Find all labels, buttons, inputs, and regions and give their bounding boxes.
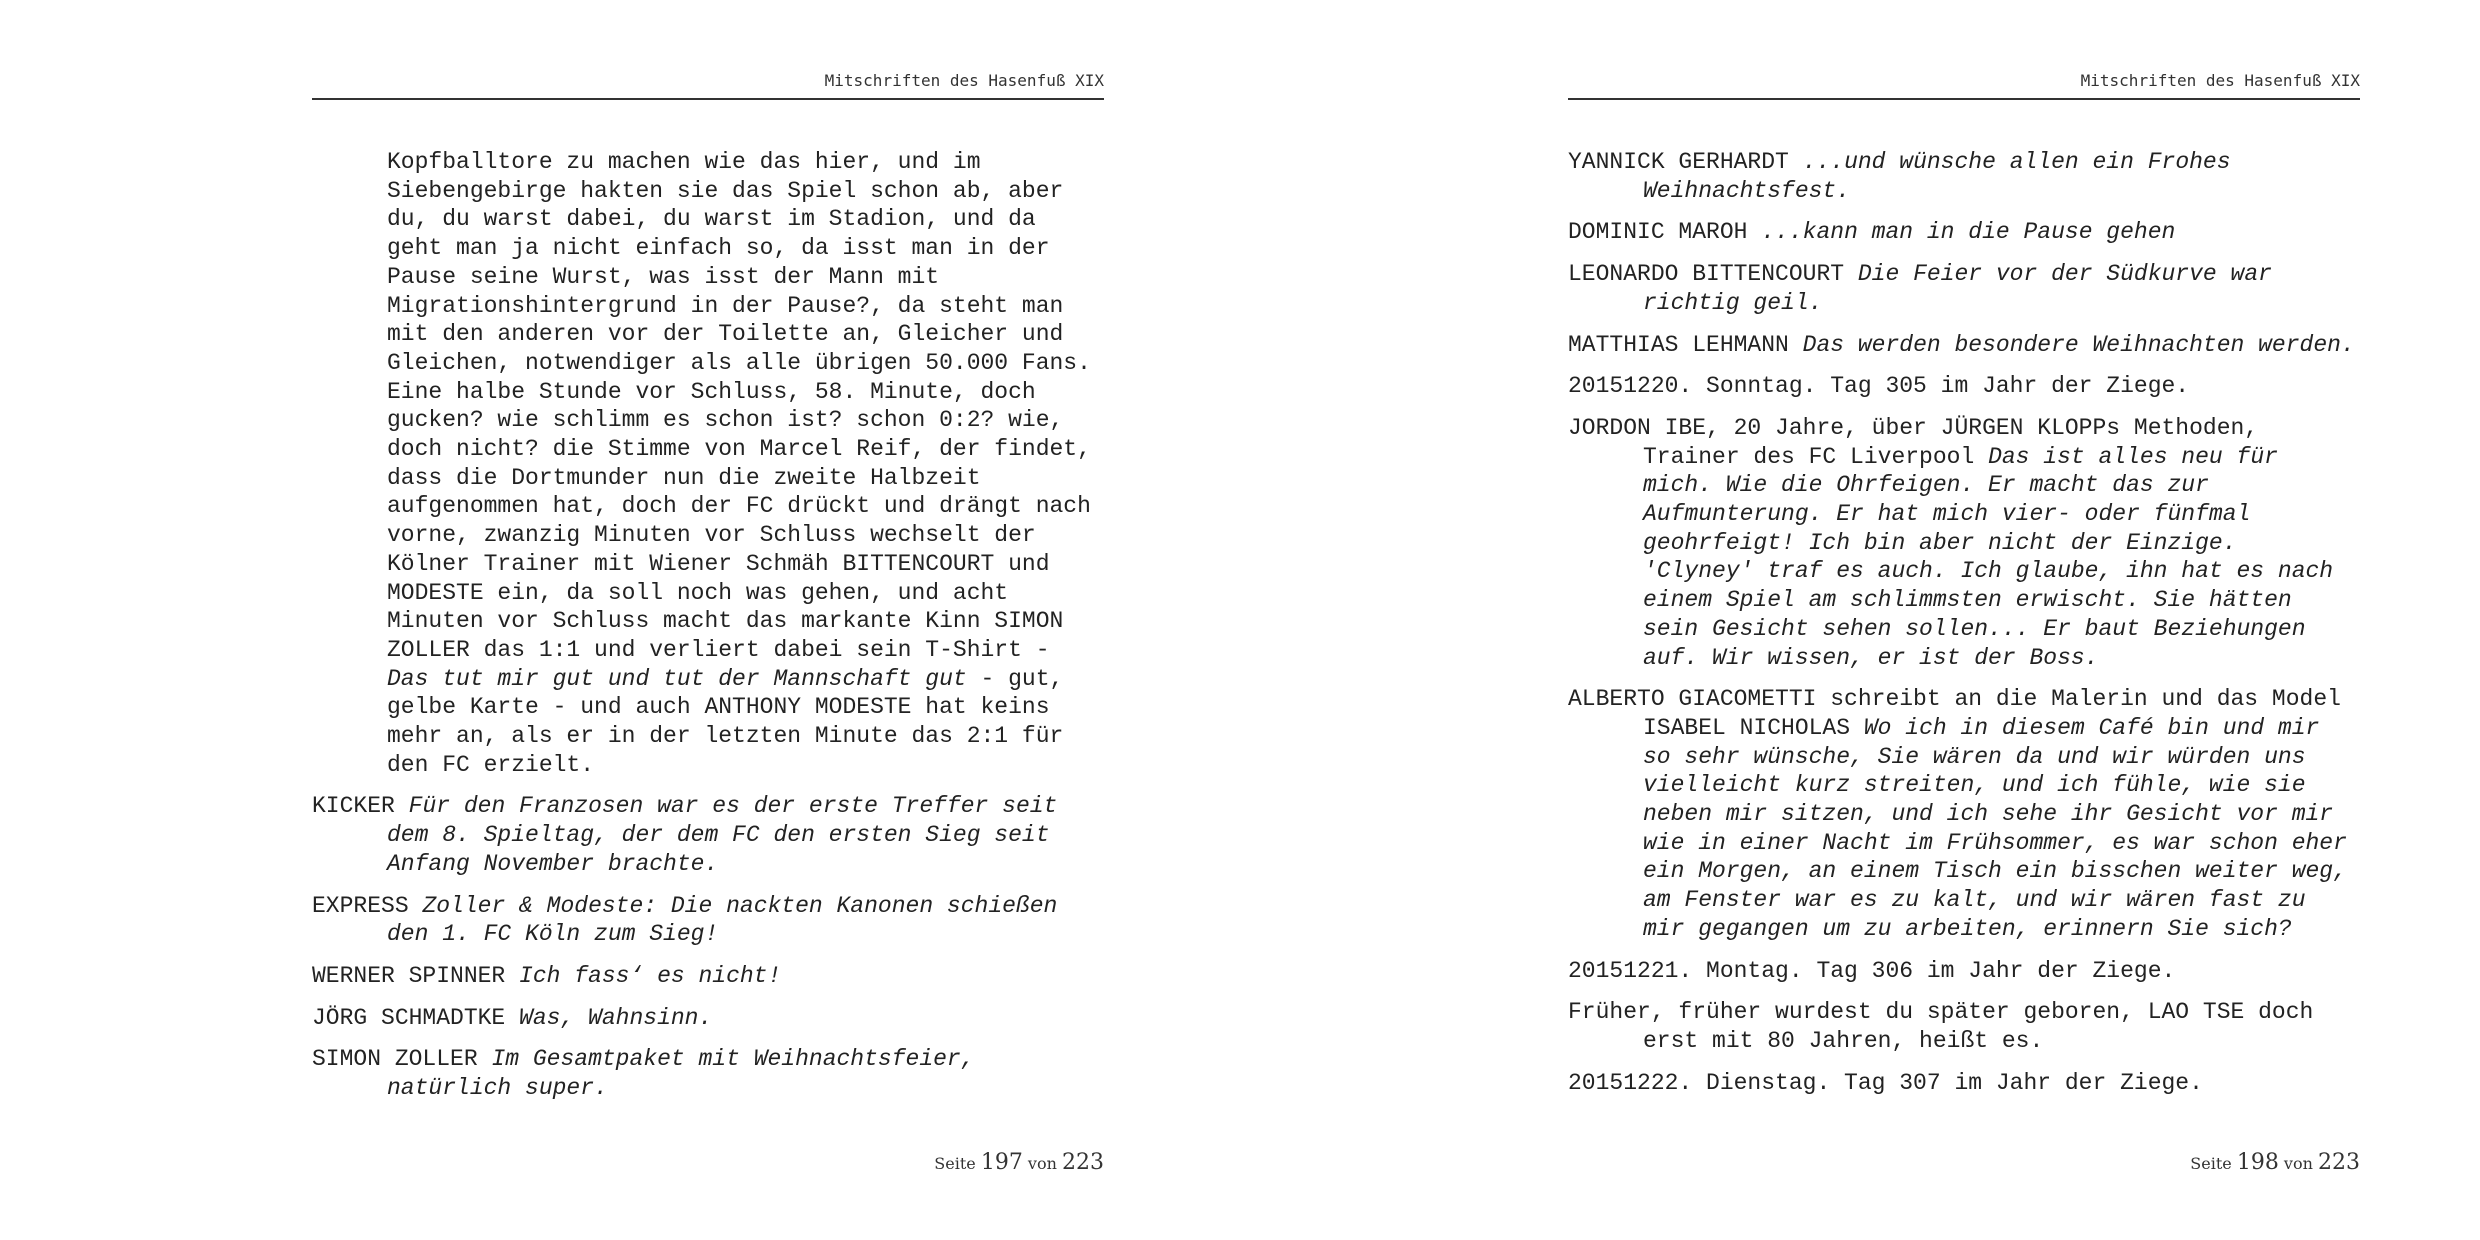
footer-sep: von (1027, 1154, 1057, 1173)
page-footer (1568, 1150, 2360, 1175)
entry-quote: Wo ich in diesem Café bin und mir so sehr wünsche, Sie wären da und wir würden uns vielleicht kurz streiten, und ich fühle, wie sie neben mir sitzen, und ich sehe ihr Gesicht vor mir wie in einer Nacht im Frühsommer, es war schon eher ein Morgen, an einem Tisch ein bisschen weiter weg, am Fenster war es zu kalt, und wir wären fast zu mir gegangen um zu arbeiten, erinnern Sie sich? (1643, 714, 2347, 942)
page-body (1568, 148, 2360, 1110)
entry-quote: Für den Franzosen war es der erste Treffer seit dem 8. Spieltag, der dem FC den ersten Sieg seit Anfang November brachte. (387, 793, 1058, 877)
entry-quote: Im Gesamtpaket mit Weihnachtsfeier, natürlich super. (387, 1046, 975, 1102)
entry-paragraph (1568, 685, 2360, 943)
entry-speaker: 20151221. Montag. Tag 306 im Jahr der Ziege. (1568, 957, 2176, 984)
running-header: Mitschriften des Hasenfuß XIX (312, 72, 1104, 100)
continuation-quote: Das tut mir gut und tut der Mannschaft gut (387, 665, 967, 692)
entry-paragraph (1568, 218, 2360, 247)
entry-speaker: LEONARDO BITTENCOURT (1568, 261, 1845, 288)
entry-quote: Das ist alles neu für mich. Wie die Ohrfeigen. Er macht das zur Aufmunterung. Er hat mich vier- oder fünfmal geohrfeigt! Ich bin aber nicht der Einzige. 'Clyney' traf es auch. Ich glaube, ihn hat es nach einem Spiel am schlimmsten erwischt. Sie hätten sein Gesicht sehen sollen... Er baut Beziehungen auf. Wir wissen, er ist der Boss. (1643, 443, 2334, 671)
entry-quote: ...kann man in die Pause gehen (1761, 219, 2176, 246)
entry-speaker: EXPRESS (312, 892, 409, 919)
entry-quote: Zoller & Modeste: Die nackten Kanonen schießen den 1. FC Köln zum Sieg! (387, 892, 1058, 948)
entry-paragraph (1568, 372, 2360, 401)
footer-prefix: Seite (2190, 1154, 2232, 1173)
continuation-text: Kopfballtore zu machen wie das hier, und im Siebengebirge hakten sie das Spiel schon ab, aber du, du warst dabei, du warst im Stadion, und da geht man ja nicht einfach so, da isst man in der Pause seine Wurst, was isst der Mann mit Migrationshintergrund in der Pause?, da steht man mit den anderen vor der Toilette an, Gleicher und Gleichen, notwendiger als alle übrigen 50.000 Fans. Eine halbe Stunde vor Schluss, 58. Minute, doch gucken? wie schlimm es schon ist? schon 0:2? wie, doch nicht? die Stimme von Marcel Reif, der findet, dass die Dortmunder nun die zweite Halbzeit aufgenommen hat, doch der FC drückt und drängt nach vorne, zwanzig Minuten vor Schluss wechselt der Kölner Trainer mit Wiener Schmäh BITTENCOURT und MODESTE ein, da soll noch was gehen, und acht Minuten vor Schluss macht das markante Kinn SIMON ZOLLER das 1:1 und verliert dabei sein T-Shirt - (387, 149, 1091, 663)
entry-quote: Die Feier vor der Südkurve war richtig geil. (1643, 261, 2272, 316)
continuation-tail-text: - gut, gelbe Karte - und auch ANTHONY MODESTE hat keins mehr an, als er in der letzten Minute das 2:1 für den FC erzielt. (387, 665, 1064, 778)
page-total: 223 (1062, 1150, 1104, 1175)
entry-quote: Was, Wahnsinn. (519, 1004, 713, 1031)
entry-speaker: JORDON IBE, 20 Jahre, über JÜRGEN KLOPPs Methoden, Trainer des FC Liverpool (1568, 414, 2259, 470)
entry-speaker: MATTHIAS LEHMANN (1568, 331, 1789, 358)
right-page (1240, 0, 2480, 1240)
entry-speaker: 20151222. Dienstag. Tag 307 im Jahr der Ziege. (1568, 1069, 2203, 1096)
entry-speaker: WERNER SPINNER (312, 962, 506, 989)
page-number: 197 (980, 1150, 1023, 1175)
entry-paragraph (1568, 998, 2360, 1055)
entry-paragraph (1568, 1069, 2360, 1098)
page-total: 223 (2318, 1150, 2360, 1175)
entry-speaker: SIMON ZOLLER (312, 1046, 478, 1073)
page-footer (312, 1150, 1104, 1175)
entry-speaker: Früher, früher wurdest du später geboren, LAO TSE doch erst mit 80 Jahren, heißt es. (1568, 999, 2314, 1054)
entry-paragraph (1568, 260, 2360, 317)
entry-list (1568, 148, 2360, 1097)
entry-quote: Ich fass‘ es nicht! (519, 962, 782, 989)
entry-speaker: KICKER (312, 793, 395, 820)
entry-speaker: 20151220. Sonntag. Tag 305 im Jahr der Ziege. (1568, 373, 2190, 400)
entry-paragraph (312, 962, 1104, 991)
entry-paragraph (1568, 414, 2360, 672)
footer-prefix: Seite (934, 1154, 976, 1173)
entry-paragraph (1568, 957, 2360, 986)
continuation-paragraph (312, 148, 1104, 779)
page-body (312, 148, 1104, 1116)
entry-paragraph (1568, 148, 2360, 205)
footer-sep: von (2283, 1154, 2313, 1173)
entry-speaker: YANNICK GERHARDT (1568, 149, 1789, 175)
entry-paragraph (1568, 331, 2360, 360)
running-header: Mitschriften des Hasenfuß XIX (1568, 72, 2360, 100)
entry-paragraph (312, 1045, 1104, 1102)
entry-list (312, 792, 1104, 1102)
entry-quote: ...und wünsche allen ein Frohes Weihnachtsfest. (1643, 149, 2231, 204)
entry-paragraph (312, 792, 1104, 878)
entry-paragraph (312, 892, 1104, 949)
page-number: 198 (2236, 1150, 2279, 1175)
entry-quote: Das werden besondere Weihnachten werden. (1802, 331, 2355, 358)
entry-speaker: JÖRG SCHMADTKE (312, 1004, 506, 1031)
entry-paragraph (312, 1004, 1104, 1033)
entry-speaker: DOMINIC MAROH (1568, 219, 1748, 246)
entry-speaker: ALBERTO GIACOMETTI schreibt an die Malerin und das Model ISABEL NICHOLAS (1568, 686, 2341, 741)
